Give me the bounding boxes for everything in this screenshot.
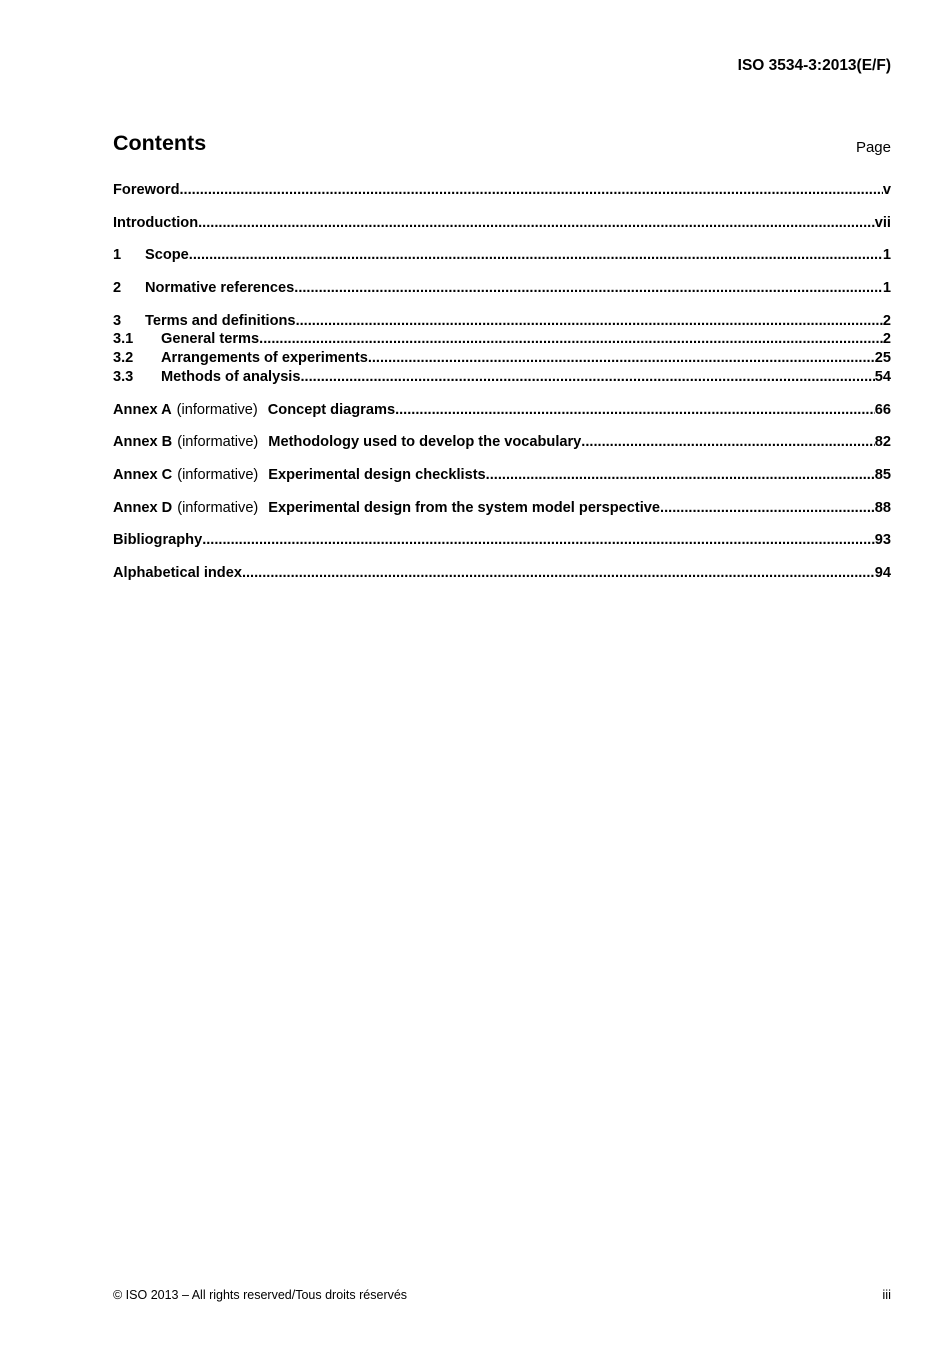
toc-entry-title: Introduction bbox=[113, 214, 199, 231]
toc-entry-title: Arrangements of experiments bbox=[161, 350, 368, 367]
dot-leader bbox=[179, 182, 882, 198]
dot-leader bbox=[660, 500, 875, 516]
toc-entry-title: Experimental design from the system model perspective bbox=[268, 499, 661, 516]
footer-page-number: iii bbox=[882, 1287, 891, 1302]
toc-entry-title: General terms bbox=[161, 331, 260, 348]
toc-entry-general-terms[interactable] bbox=[113, 331, 891, 350]
annex-type: (informative) bbox=[177, 434, 259, 451]
toc-entry-title: Concept diagrams bbox=[267, 401, 396, 418]
toc-entry-page: 54 bbox=[874, 368, 891, 385]
toc-entry-annex-b[interactable] bbox=[113, 434, 891, 453]
toc-entry-arrangements-of-experiments[interactable] bbox=[113, 350, 891, 369]
toc-entry-title: Terms and definitions bbox=[145, 312, 296, 329]
toc-entry-page: 1 bbox=[882, 280, 891, 297]
toc-entry-annex-a[interactable] bbox=[113, 402, 891, 421]
table-of-contents bbox=[113, 182, 891, 584]
toc-entry-methods-of-analysis[interactable] bbox=[113, 369, 891, 388]
toc-entry-normative-references[interactable] bbox=[113, 280, 891, 299]
toc-entry-title: Scope bbox=[145, 247, 189, 264]
annex-type: (informative) bbox=[177, 499, 259, 516]
toc-entry-number: 3.3 bbox=[113, 368, 134, 385]
page-column-label: Page bbox=[855, 139, 891, 156]
contents-header bbox=[113, 131, 891, 161]
dot-leader bbox=[198, 215, 875, 231]
dot-leader bbox=[202, 532, 875, 548]
toc-entry-title: Foreword bbox=[113, 182, 180, 198]
toc-entry-title: Alphabetical index bbox=[113, 564, 242, 581]
toc-entry-scope[interactable] bbox=[113, 247, 891, 266]
toc-entry-title: Normative references bbox=[145, 280, 295, 297]
toc-entry-annex-d[interactable] bbox=[113, 500, 891, 519]
dot-leader bbox=[294, 280, 883, 296]
toc-entry-number: 3.2 bbox=[113, 350, 134, 367]
toc-entry-title: Experimental design checklists bbox=[268, 466, 486, 483]
toc-entry-alphabetical-index[interactable] bbox=[113, 565, 891, 584]
toc-entry-page: 94 bbox=[874, 564, 891, 581]
dot-leader bbox=[486, 467, 875, 483]
dot-leader bbox=[581, 434, 874, 450]
toc-entry-annex-c[interactable] bbox=[113, 467, 891, 486]
toc-entry-title: Methodology used to develop the vocabulary bbox=[268, 434, 582, 451]
toc-entry-page: 2 bbox=[882, 312, 891, 329]
dot-leader bbox=[300, 369, 874, 385]
toc-entry-title: Methods of analysis bbox=[161, 368, 301, 385]
toc-entry-page: 2 bbox=[882, 331, 891, 348]
toc-entry-number: 3 bbox=[113, 312, 122, 329]
toc-entry-page: 93 bbox=[874, 532, 891, 549]
annex-type: (informative) bbox=[176, 401, 258, 418]
toc-entry-page: 82 bbox=[874, 434, 891, 451]
dot-leader bbox=[242, 565, 875, 581]
toc-entry-page: 66 bbox=[874, 401, 891, 418]
toc-entry-page: 88 bbox=[874, 499, 891, 516]
toc-entry-page: 1 bbox=[882, 247, 891, 264]
toc-entry-page: v bbox=[882, 182, 891, 198]
dot-leader bbox=[395, 402, 875, 418]
toc-entry-title: Bibliography bbox=[113, 532, 203, 549]
annex-label: Annex A bbox=[113, 401, 172, 418]
document-id: ISO 3534-3:2013(E/F) bbox=[737, 57, 891, 74]
dot-leader bbox=[259, 331, 883, 347]
annex-label: Annex C bbox=[113, 466, 173, 483]
toc-entry-number: 3.1 bbox=[113, 331, 134, 348]
toc-entry-number: 2 bbox=[113, 280, 122, 297]
annex-type: (informative) bbox=[177, 466, 259, 483]
annex-label: Annex D bbox=[113, 499, 173, 516]
toc-entry-bibliography[interactable] bbox=[113, 532, 891, 551]
toc-entry-foreword[interactable] bbox=[113, 182, 891, 201]
contents-title: Contents bbox=[113, 131, 207, 155]
toc-entry-introduction[interactable] bbox=[113, 215, 891, 234]
dot-leader bbox=[189, 247, 883, 263]
footer-copyright: © ISO 2013 – All rights reserved/Tous droits réservés bbox=[113, 1288, 408, 1302]
toc-entry-page: 25 bbox=[874, 350, 891, 367]
annex-label: Annex B bbox=[113, 434, 173, 451]
dot-leader bbox=[296, 313, 883, 329]
toc-entry-number: 1 bbox=[113, 247, 122, 264]
dot-leader bbox=[368, 350, 875, 366]
toc-entry-terms-and-definitions[interactable] bbox=[113, 313, 891, 332]
toc-entry-page: 85 bbox=[874, 466, 891, 483]
toc-entry-page: vii bbox=[874, 214, 891, 231]
